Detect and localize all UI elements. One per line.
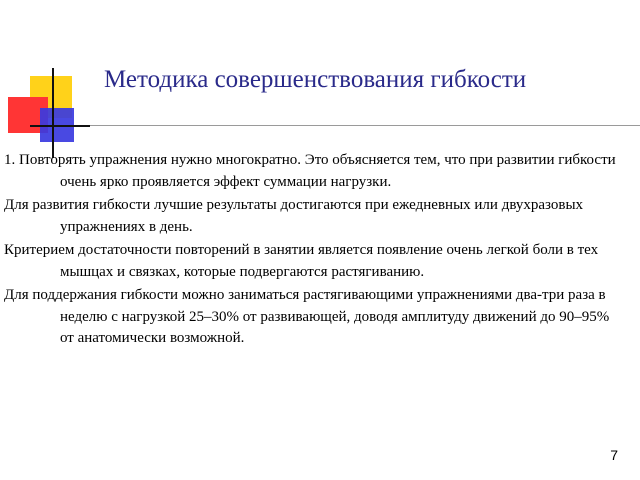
- title-divider-accent: [30, 125, 90, 127]
- page-number: 7: [610, 447, 618, 463]
- logo-vertical-line: [52, 68, 54, 158]
- paragraph-2: Для развития гибкости лучшие результаты достигаются при ежедневных или двухразовых упражнениях в день.: [4, 197, 584, 235]
- title-divider: [30, 125, 640, 126]
- slide-logo: [0, 0, 100, 160]
- slide-body: [4, 150, 624, 352]
- paragraph-1: 1. Повторять упражнения нужно многократно. Это объясняется тем, что при развитии гибкости очень ярко проявляется эффект суммации нагрузки.: [4, 152, 616, 190]
- slide-title: Методика совершенствования гибкости: [104, 66, 527, 93]
- paragraph-4: Для поддержания гибкости можно заниматься растягивающими упражнениями два-три раза в неделю с нагрузкой 25–30% от развивающей, доводя амплитуду движений до 90–95% от анатомически возможной.: [4, 287, 610, 346]
- paragraph-3: Критерием достаточности повторений в занятии является появление очень легкой боли в тех мышцах и связках, которые подвергаются растягиванию.: [4, 242, 599, 280]
